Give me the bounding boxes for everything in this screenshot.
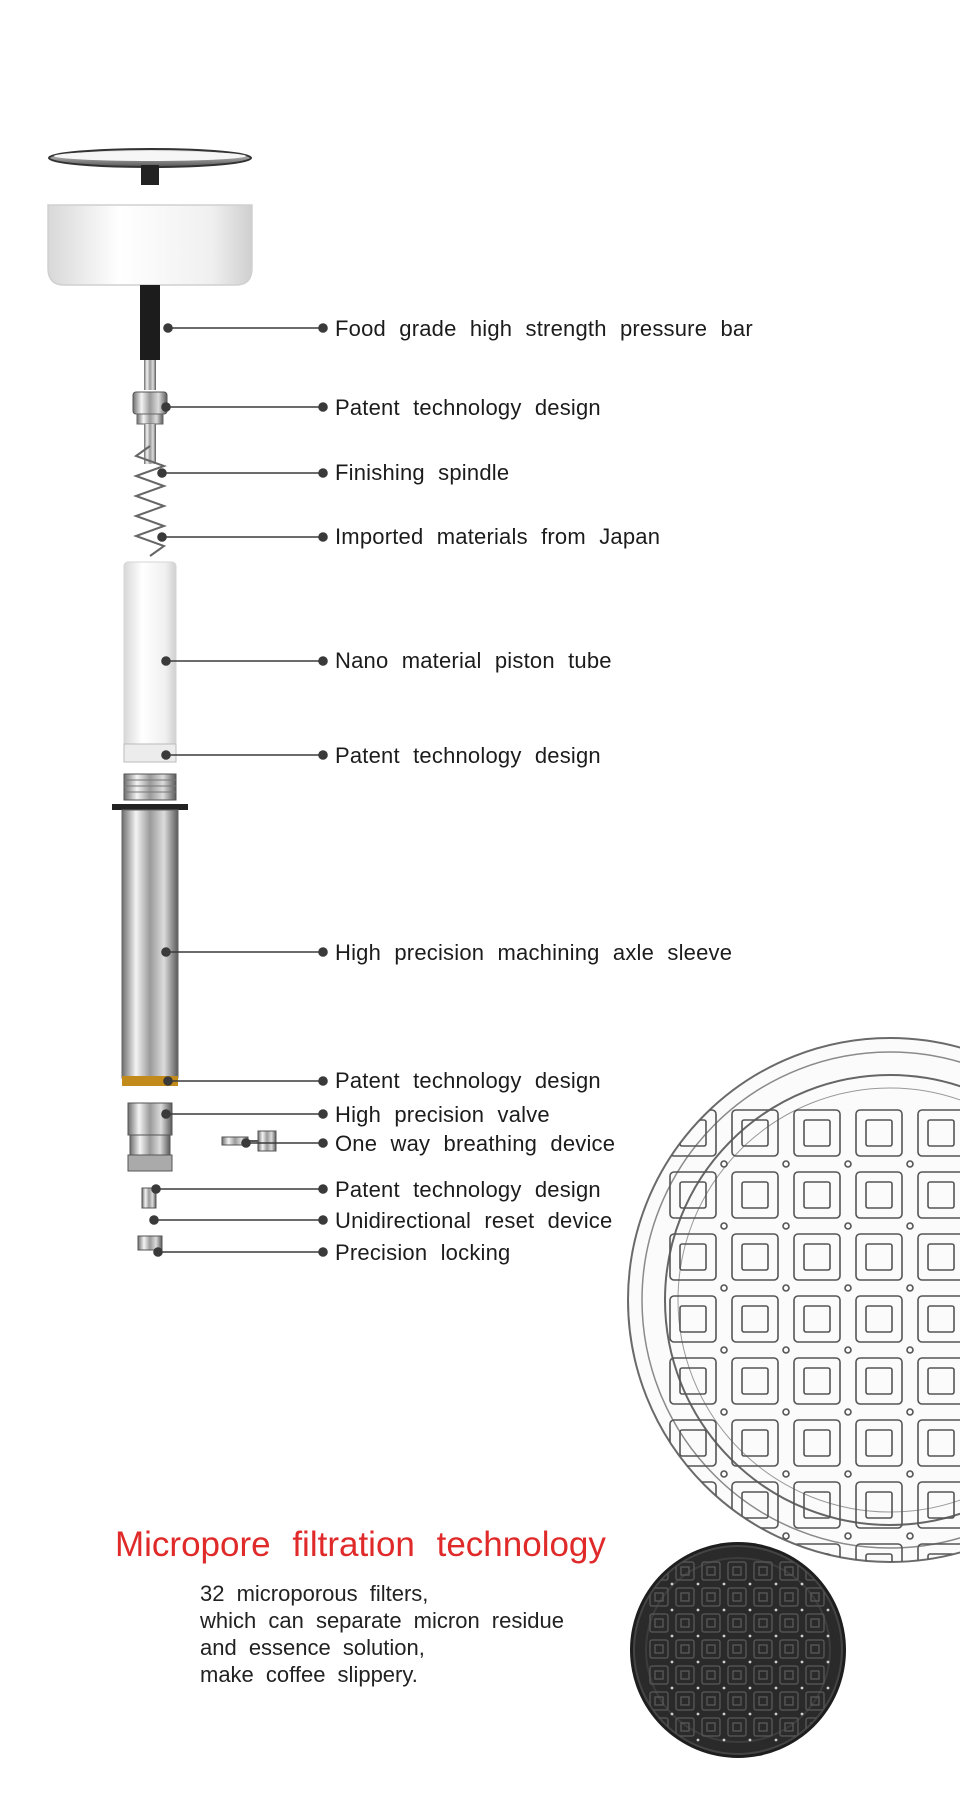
callout-label: Nano material piston tube (335, 648, 612, 673)
feature-line: make coffee slippery. (200, 1662, 418, 1687)
feature-line: which can separate micron residue (200, 1608, 564, 1633)
callout-label: High precision machining axle sleeve (335, 940, 733, 965)
leader-lines (150, 324, 327, 1256)
callout-label: Finishing spindle (335, 460, 510, 485)
callout-label: Precision locking (335, 1240, 511, 1265)
filter-line-drawing (628, 1038, 960, 1601)
feature-title: Micropore filtration technology (115, 1525, 606, 1564)
filter-dark-disc (630, 1542, 846, 1758)
feature-description (200, 1580, 564, 1688)
callout-label: Food grade high strength pressure bar (335, 316, 753, 341)
feature-line: 32 microporous filters, (200, 1581, 429, 1606)
plunger-exploded-view (48, 149, 276, 1250)
callout-label: Imported materials from Japan (335, 524, 661, 549)
callout-label: Patent technology design (335, 395, 601, 420)
callout-label: Unidirectional reset device (335, 1208, 613, 1233)
callout-label: Patent technology design (335, 743, 601, 768)
callout-label: High precision valve (335, 1102, 550, 1127)
callout-label: Patent technology design (335, 1068, 601, 1093)
callout-label: Patent technology design (335, 1177, 601, 1202)
callout-label: One way breathing device (335, 1131, 616, 1156)
feature-line: and essence solution, (200, 1635, 425, 1660)
